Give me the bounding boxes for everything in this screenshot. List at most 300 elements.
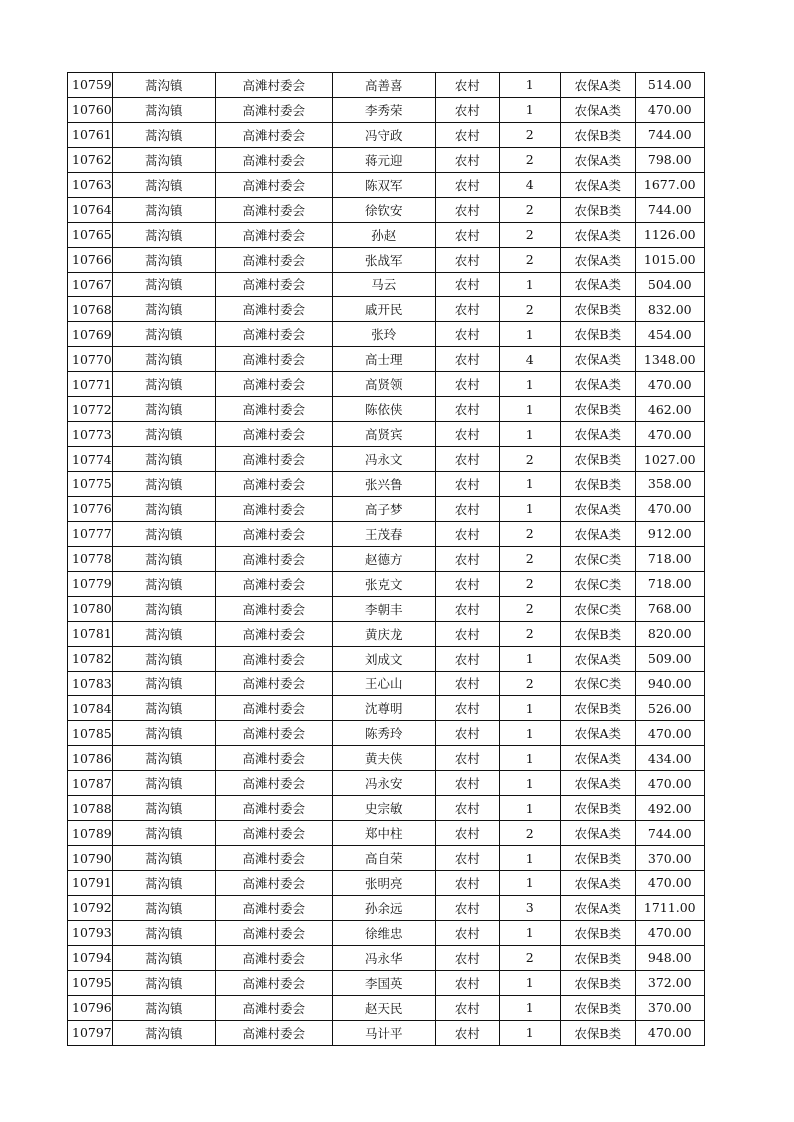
village-committee-cell: 高滩村委会 [215,920,332,945]
record-id-cell: 10785 [68,721,113,746]
insurance-category-cell: 农保A类 [560,422,635,447]
area-type-cell: 农村 [435,297,499,322]
table-row [68,871,705,896]
insurance-category-cell: 农保C类 [560,571,635,596]
insurance-category-cell: 农保C类 [560,596,635,621]
amount-cell: 1348.00 [635,347,704,372]
household-count-cell: 1 [499,1020,560,1045]
person-name-cell: 徐钦安 [332,197,435,222]
amount-cell: 744.00 [635,197,704,222]
area-type-cell: 农村 [435,422,499,447]
table-row [68,422,705,447]
amount-cell: 470.00 [635,1020,704,1045]
amount-cell: 470.00 [635,920,704,945]
record-id-cell: 10793 [68,920,113,945]
area-type-cell: 农村 [435,496,499,521]
village-committee-cell: 高滩村委会 [215,297,332,322]
town-cell: 蒿沟镇 [112,496,215,521]
insurance-category-cell: 农保B类 [560,920,635,945]
table-row [68,821,705,846]
insurance-category-cell: 农保A类 [560,272,635,297]
insurance-category-cell: 农保B类 [560,970,635,995]
person-name-cell: 黄夫侠 [332,746,435,771]
amount-cell: 718.00 [635,571,704,596]
table-row [68,122,705,147]
amount-cell: 504.00 [635,272,704,297]
household-count-cell: 2 [499,596,560,621]
insurance-category-cell: 农保B类 [560,995,635,1020]
insurance-category-cell: 农保C类 [560,546,635,571]
town-cell: 蒿沟镇 [112,272,215,297]
record-id-cell: 10797 [68,1020,113,1045]
table-row [68,297,705,322]
area-type-cell: 农村 [435,322,499,347]
area-type-cell: 农村 [435,771,499,796]
village-committee-cell: 高滩村委会 [215,895,332,920]
village-committee-cell: 高滩村委会 [215,347,332,372]
insurance-category-cell: 农保A类 [560,347,635,372]
area-type-cell: 农村 [435,546,499,571]
insurance-category-cell: 农保A类 [560,372,635,397]
person-name-cell: 刘成文 [332,646,435,671]
village-committee-cell: 高滩村委会 [215,496,332,521]
amount-cell: 372.00 [635,970,704,995]
record-id-cell: 10780 [68,596,113,621]
village-committee-cell: 高滩村委会 [215,546,332,571]
area-type-cell: 农村 [435,746,499,771]
record-id-cell: 10782 [68,646,113,671]
town-cell: 蒿沟镇 [112,397,215,422]
record-id-cell: 10777 [68,521,113,546]
village-committee-cell: 高滩村委会 [215,771,332,796]
town-cell: 蒿沟镇 [112,721,215,746]
record-id-cell: 10790 [68,846,113,871]
household-count-cell: 2 [499,197,560,222]
area-type-cell: 农村 [435,596,499,621]
town-cell: 蒿沟镇 [112,646,215,671]
amount-cell: 470.00 [635,372,704,397]
village-committee-cell: 高滩村委会 [215,821,332,846]
town-cell: 蒿沟镇 [112,447,215,472]
person-name-cell: 王茂春 [332,521,435,546]
amount-cell: 744.00 [635,821,704,846]
insurance-category-cell: 农保B类 [560,796,635,821]
insurance-category-cell: 农保B类 [560,122,635,147]
town-cell: 蒿沟镇 [112,871,215,896]
village-committee-cell: 高滩村委会 [215,796,332,821]
village-committee-cell: 高滩村委会 [215,621,332,646]
household-count-cell: 2 [499,546,560,571]
table-row [68,97,705,122]
area-type-cell: 农村 [435,447,499,472]
table-row [68,895,705,920]
household-count-cell: 2 [499,147,560,172]
insurance-category-cell: 农保A类 [560,147,635,172]
table-row [68,671,705,696]
household-count-cell: 1 [499,696,560,721]
village-committee-cell: 高滩村委会 [215,97,332,122]
village-committee-cell: 高滩村委会 [215,721,332,746]
amount-cell: 526.00 [635,696,704,721]
area-type-cell: 农村 [435,945,499,970]
household-count-cell: 4 [499,347,560,372]
record-id-cell: 10776 [68,496,113,521]
village-committee-cell: 高滩村委会 [215,521,332,546]
town-cell: 蒿沟镇 [112,796,215,821]
person-name-cell: 陈秀玲 [332,721,435,746]
record-id-cell: 10765 [68,222,113,247]
town-cell: 蒿沟镇 [112,372,215,397]
amount-cell: 1027.00 [635,447,704,472]
amount-cell: 718.00 [635,546,704,571]
insurance-category-cell: 农保B类 [560,297,635,322]
amount-cell: 492.00 [635,796,704,821]
village-committee-cell: 高滩村委会 [215,247,332,272]
household-count-cell: 1 [499,73,560,98]
household-count-cell: 1 [499,397,560,422]
record-id-cell: 10772 [68,397,113,422]
town-cell: 蒿沟镇 [112,122,215,147]
insurance-category-cell: 农保A类 [560,73,635,98]
insurance-category-cell: 农保B类 [560,1020,635,1045]
insurance-category-cell: 农保B类 [560,621,635,646]
household-count-cell: 1 [499,746,560,771]
town-cell: 蒿沟镇 [112,322,215,347]
insurance-category-cell: 农保B类 [560,447,635,472]
household-count-cell: 1 [499,646,560,671]
table-row [68,746,705,771]
table-row [68,995,705,1020]
village-committee-cell: 高滩村委会 [215,422,332,447]
person-name-cell: 孙余远 [332,895,435,920]
person-name-cell: 高贤宾 [332,422,435,447]
table-row [68,970,705,995]
insurance-category-cell: 农保A类 [560,521,635,546]
table-row [68,372,705,397]
village-committee-cell: 高滩村委会 [215,472,332,497]
amount-cell: 370.00 [635,846,704,871]
amount-cell: 358.00 [635,472,704,497]
village-committee-cell: 高滩村委会 [215,372,332,397]
person-name-cell: 陈双军 [332,172,435,197]
amount-cell: 462.00 [635,397,704,422]
village-committee-cell: 高滩村委会 [215,571,332,596]
insurance-category-cell: 农保A类 [560,646,635,671]
household-count-cell: 2 [499,945,560,970]
household-count-cell: 1 [499,472,560,497]
amount-cell: 470.00 [635,422,704,447]
town-cell: 蒿沟镇 [112,746,215,771]
record-id-cell: 10788 [68,796,113,821]
amount-cell: 470.00 [635,771,704,796]
town-cell: 蒿沟镇 [112,671,215,696]
record-id-cell: 10787 [68,771,113,796]
town-cell: 蒿沟镇 [112,621,215,646]
person-name-cell: 李国英 [332,970,435,995]
insurance-category-cell: 农保A类 [560,721,635,746]
person-name-cell: 高善喜 [332,73,435,98]
person-name-cell: 赵德方 [332,546,435,571]
person-name-cell: 李朝丰 [332,596,435,621]
insurance-category-cell: 农保B类 [560,696,635,721]
village-committee-cell: 高滩村委会 [215,970,332,995]
record-id-cell: 10763 [68,172,113,197]
village-committee-cell: 高滩村委会 [215,871,332,896]
record-id-cell: 10779 [68,571,113,596]
household-count-cell: 2 [499,222,560,247]
insurance-category-cell: 农保A类 [560,771,635,796]
area-type-cell: 农村 [435,671,499,696]
person-name-cell: 冯永文 [332,447,435,472]
record-id-cell: 10786 [68,746,113,771]
household-count-cell: 1 [499,97,560,122]
village-committee-cell: 高滩村委会 [215,945,332,970]
person-name-cell: 马计平 [332,1020,435,1045]
table-row [68,222,705,247]
record-id-cell: 10791 [68,871,113,896]
area-type-cell: 农村 [435,846,499,871]
town-cell: 蒿沟镇 [112,297,215,322]
table-row [68,621,705,646]
record-id-cell: 10764 [68,197,113,222]
person-name-cell: 高贤领 [332,372,435,397]
person-name-cell: 高子梦 [332,496,435,521]
area-type-cell: 农村 [435,871,499,896]
town-cell: 蒿沟镇 [112,571,215,596]
insurance-category-cell: 农保A类 [560,895,635,920]
insurance-category-cell: 农保A类 [560,172,635,197]
table-row [68,920,705,945]
person-name-cell: 李秀荣 [332,97,435,122]
insurance-category-cell: 农保A类 [560,746,635,771]
area-type-cell: 农村 [435,272,499,297]
record-id-cell: 10762 [68,147,113,172]
insurance-category-cell: 农保B类 [560,945,635,970]
village-committee-cell: 高滩村委会 [215,646,332,671]
amount-cell: 912.00 [635,521,704,546]
village-committee-cell: 高滩村委会 [215,197,332,222]
town-cell: 蒿沟镇 [112,97,215,122]
area-type-cell: 农村 [435,197,499,222]
household-count-cell: 2 [499,521,560,546]
household-count-cell: 1 [499,322,560,347]
record-id-cell: 10759 [68,73,113,98]
town-cell: 蒿沟镇 [112,73,215,98]
area-type-cell: 农村 [435,372,499,397]
household-count-cell: 3 [499,895,560,920]
town-cell: 蒿沟镇 [112,771,215,796]
town-cell: 蒿沟镇 [112,970,215,995]
town-cell: 蒿沟镇 [112,222,215,247]
town-cell: 蒿沟镇 [112,422,215,447]
record-id-cell: 10768 [68,297,113,322]
insurance-category-cell: 农保B类 [560,846,635,871]
area-type-cell: 农村 [435,970,499,995]
table-row [68,721,705,746]
household-count-cell: 1 [499,871,560,896]
amount-cell: 832.00 [635,297,704,322]
insurance-category-cell: 农保C类 [560,671,635,696]
amount-cell: 1711.00 [635,895,704,920]
table-row [68,347,705,372]
table-body [68,73,705,1046]
record-id-cell: 10795 [68,970,113,995]
table-row [68,73,705,98]
town-cell: 蒿沟镇 [112,846,215,871]
amount-cell: 744.00 [635,122,704,147]
village-committee-cell: 高滩村委会 [215,1020,332,1045]
amount-cell: 1126.00 [635,222,704,247]
person-name-cell: 徐维忠 [332,920,435,945]
table-row [68,571,705,596]
record-id-cell: 10784 [68,696,113,721]
table-row [68,696,705,721]
amount-cell: 1677.00 [635,172,704,197]
person-name-cell: 张兴鲁 [332,472,435,497]
insurance-category-cell: 农保B类 [560,397,635,422]
town-cell: 蒿沟镇 [112,596,215,621]
household-count-cell: 1 [499,995,560,1020]
person-name-cell: 陈依侠 [332,397,435,422]
area-type-cell: 农村 [435,397,499,422]
person-name-cell: 赵天民 [332,995,435,1020]
person-name-cell: 张战军 [332,247,435,272]
household-count-cell: 1 [499,771,560,796]
household-count-cell: 2 [499,247,560,272]
household-count-cell: 2 [499,621,560,646]
record-id-cell: 10773 [68,422,113,447]
records-table [67,72,705,1046]
town-cell: 蒿沟镇 [112,821,215,846]
table-row [68,846,705,871]
person-name-cell: 黄庆龙 [332,621,435,646]
town-cell: 蒿沟镇 [112,147,215,172]
amount-cell: 940.00 [635,671,704,696]
record-id-cell: 10792 [68,895,113,920]
area-type-cell: 农村 [435,247,499,272]
amount-cell: 1015.00 [635,247,704,272]
person-name-cell: 蒋元迎 [332,147,435,172]
town-cell: 蒿沟镇 [112,197,215,222]
amount-cell: 948.00 [635,945,704,970]
record-id-cell: 10783 [68,671,113,696]
town-cell: 蒿沟镇 [112,945,215,970]
village-committee-cell: 高滩村委会 [215,322,332,347]
person-name-cell: 高自荣 [332,846,435,871]
person-name-cell: 冯守政 [332,122,435,147]
household-count-cell: 2 [499,821,560,846]
area-type-cell: 农村 [435,821,499,846]
record-id-cell: 10794 [68,945,113,970]
table-row [68,197,705,222]
area-type-cell: 农村 [435,995,499,1020]
amount-cell: 470.00 [635,721,704,746]
table-row [68,147,705,172]
person-name-cell: 冯永华 [332,945,435,970]
area-type-cell: 农村 [435,920,499,945]
amount-cell: 768.00 [635,596,704,621]
household-count-cell: 2 [499,671,560,696]
household-count-cell: 1 [499,372,560,397]
amount-cell: 509.00 [635,646,704,671]
amount-cell: 470.00 [635,496,704,521]
village-committee-cell: 高滩村委会 [215,746,332,771]
record-id-cell: 10796 [68,995,113,1020]
insurance-category-cell: 农保A类 [560,222,635,247]
area-type-cell: 农村 [435,1020,499,1045]
table-row [68,771,705,796]
town-cell: 蒿沟镇 [112,546,215,571]
village-committee-cell: 高滩村委会 [215,447,332,472]
person-name-cell: 马云 [332,272,435,297]
table-row [68,521,705,546]
table-row [68,272,705,297]
household-count-cell: 1 [499,970,560,995]
village-committee-cell: 高滩村委会 [215,272,332,297]
table-row [68,172,705,197]
table-row [68,646,705,671]
village-committee-cell: 高滩村委会 [215,397,332,422]
amount-cell: 454.00 [635,322,704,347]
area-type-cell: 农村 [435,147,499,172]
insurance-category-cell: 农保A类 [560,871,635,896]
record-id-cell: 10761 [68,122,113,147]
village-committee-cell: 高滩村委会 [215,995,332,1020]
town-cell: 蒿沟镇 [112,696,215,721]
insurance-category-cell: 农保B类 [560,197,635,222]
town-cell: 蒿沟镇 [112,172,215,197]
table-row [68,397,705,422]
area-type-cell: 农村 [435,347,499,372]
insurance-category-cell: 农保B类 [560,472,635,497]
person-name-cell: 张明亮 [332,871,435,896]
table-row [68,472,705,497]
area-type-cell: 农村 [435,472,499,497]
town-cell: 蒿沟镇 [112,472,215,497]
area-type-cell: 农村 [435,122,499,147]
household-count-cell: 1 [499,496,560,521]
record-id-cell: 10778 [68,546,113,571]
record-id-cell: 10766 [68,247,113,272]
insurance-category-cell: 农保B类 [560,322,635,347]
area-type-cell: 农村 [435,521,499,546]
record-id-cell: 10775 [68,472,113,497]
village-committee-cell: 高滩村委会 [215,172,332,197]
record-id-cell: 10770 [68,347,113,372]
area-type-cell: 农村 [435,73,499,98]
person-name-cell: 王心山 [332,671,435,696]
household-count-cell: 1 [499,796,560,821]
area-type-cell: 农村 [435,721,499,746]
table-row [68,247,705,272]
person-name-cell: 高士理 [332,347,435,372]
table-row [68,596,705,621]
household-count-cell: 2 [499,122,560,147]
table-row [68,322,705,347]
household-count-cell: 1 [499,920,560,945]
insurance-category-cell: 农保A类 [560,496,635,521]
village-committee-cell: 高滩村委会 [215,671,332,696]
household-count-cell: 1 [499,846,560,871]
town-cell: 蒿沟镇 [112,920,215,945]
town-cell: 蒿沟镇 [112,247,215,272]
village-committee-cell: 高滩村委会 [215,73,332,98]
record-id-cell: 10774 [68,447,113,472]
table-row [68,1020,705,1045]
person-name-cell: 沈尊明 [332,696,435,721]
village-committee-cell: 高滩村委会 [215,222,332,247]
village-committee-cell: 高滩村委会 [215,147,332,172]
